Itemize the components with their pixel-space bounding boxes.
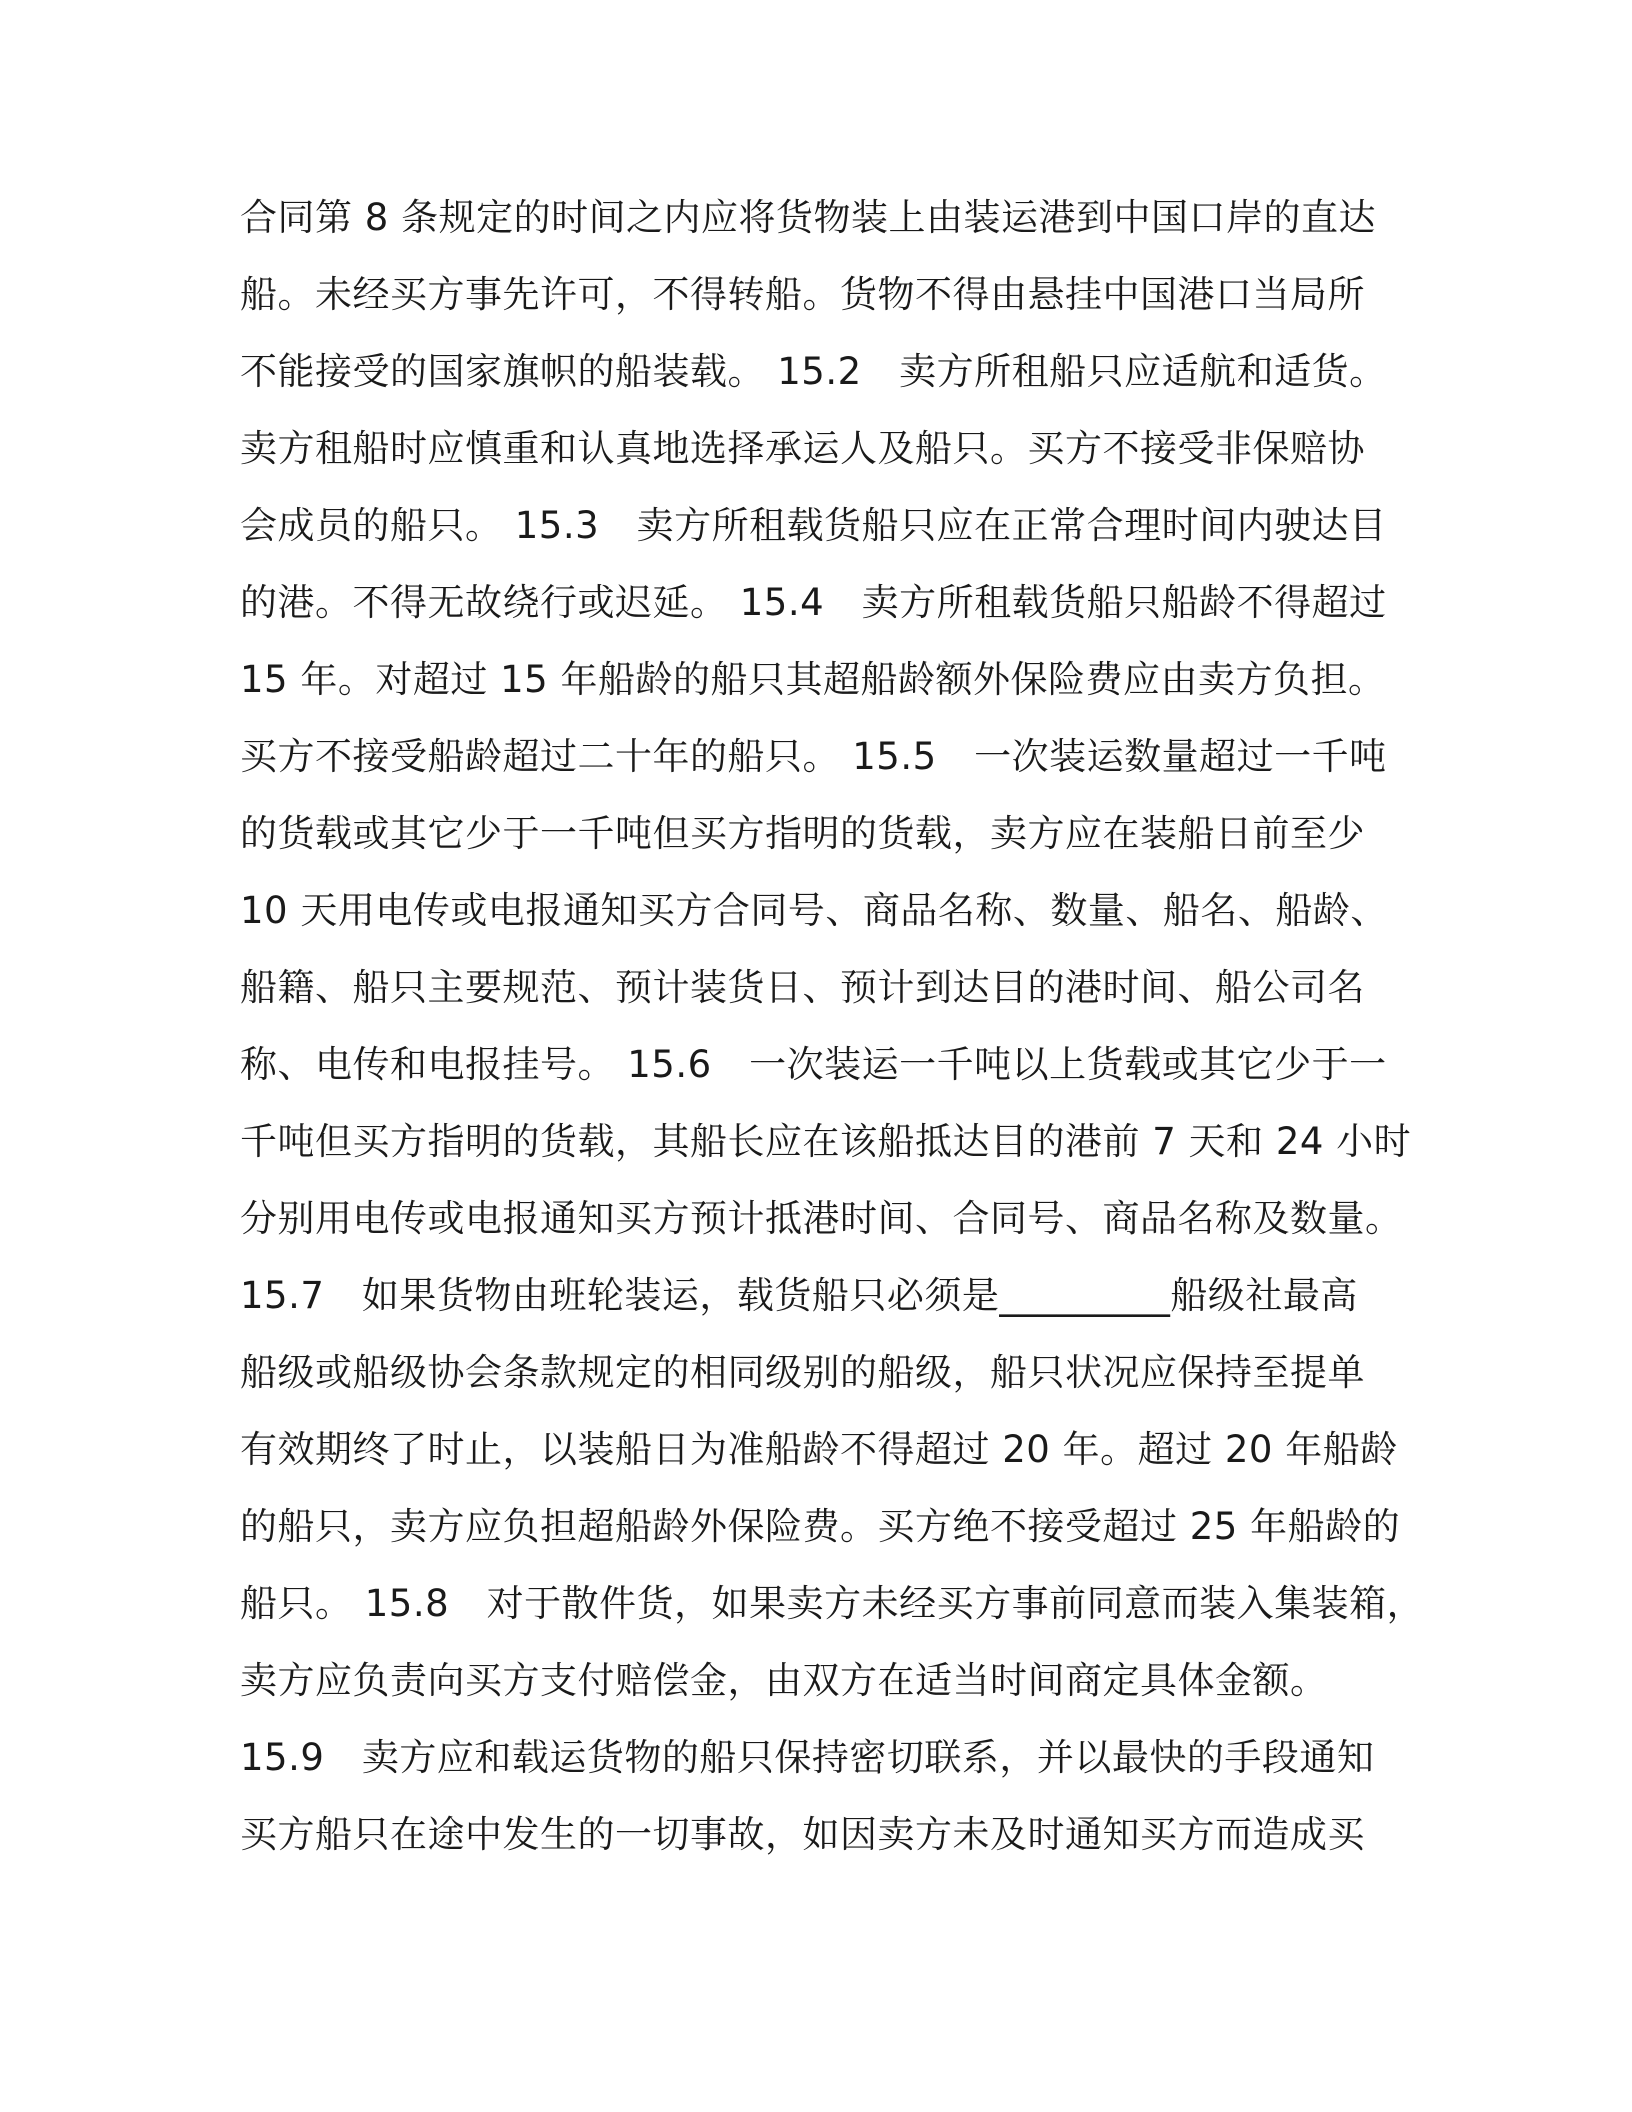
text-line: 的港。不得无故绕行或迟延。 15.4 卖方所租载货船只船龄不得超过 — [240, 581, 1387, 624]
text-line: 船级或船级协会条款规定的相同级别的船级，船只状况应保持至提单 — [240, 1351, 1365, 1394]
text-line: 的货载或其它少于一千吨但买方指明的货载，卖方应在装船日前至少 — [240, 812, 1365, 855]
text-line: 的船只，卖方应负担超船龄外保险费。买方绝不接受超过 25 年船龄的 — [240, 1505, 1401, 1548]
text-line: 称、电传和电报挂号。 15.6 一次装运一千吨以上货载或其它少于一 — [240, 1043, 1387, 1086]
text-line: 卖方应负责向买方支付赔偿金，由双方在适当时间商定具体金额。 — [240, 1659, 1328, 1702]
contract-body-text — [240, 190, 1425, 1884]
text-line: 有效期终了时止，以装船日为准船龄不得超过 20 年。超过 20 年船龄 — [240, 1428, 1398, 1471]
text-line: 买方不接受船龄超过二十年的船只。 15.5 一次装运数量超过一千吨 — [240, 735, 1387, 778]
text-line: 买方船只在途中发生的一切事故，如因卖方未及时通知买方而造成买 — [240, 1813, 1365, 1856]
text-line: 分别用电传或电报通知买方预计抵港时间、合同号、商品名称及数量。 — [240, 1197, 1403, 1240]
text-line: 不能接受的国家旗帜的船装载。 15.2 卖方所租船只应适航和适货。 — [240, 350, 1387, 393]
text-line: 合同第 8 条规定的时间之内应将货物装上由装运港到中国口岸的直达 — [240, 196, 1377, 239]
text-line: 15 年。对超过 15 年船龄的船只其超船龄额外保险费应由卖方负担。 — [240, 658, 1386, 701]
text-line: 船籍、船只主要规范、预计装货日、预计到达目的港时间、船公司名 — [240, 966, 1365, 1009]
text-line: 10 天用电传或电报通知买方合同号、商品名称、数量、船名、船龄、 — [240, 889, 1388, 932]
text-line: 千吨但买方指明的货载，其船长应在该船抵达目的港前 7 天和 24 小时 — [240, 1120, 1412, 1163]
text-line: 船只。 15.8 对于散件货，如果卖方未经买方事前同意而装入集装箱， — [240, 1582, 1425, 1625]
text-line: 卖方租船时应慎重和认真地选择承运人及船只。买方不接受非保赔协 — [240, 427, 1365, 470]
text-line: 船。未经买方事先许可，不得转船。货物不得由悬挂中国港口当局所 — [240, 273, 1365, 316]
text-line: 会成员的船只。 15.3 卖方所租载货船只应在正常合理时间内驶达目 — [240, 504, 1387, 547]
text-line: 15.7 如果货物由班轮装运，载货船只必须是_________船级社最高 — [240, 1274, 1358, 1317]
text-line: 15.9 卖方应和载运货物的船只保持密切联系，并以最快的手段通知 — [240, 1736, 1375, 1779]
